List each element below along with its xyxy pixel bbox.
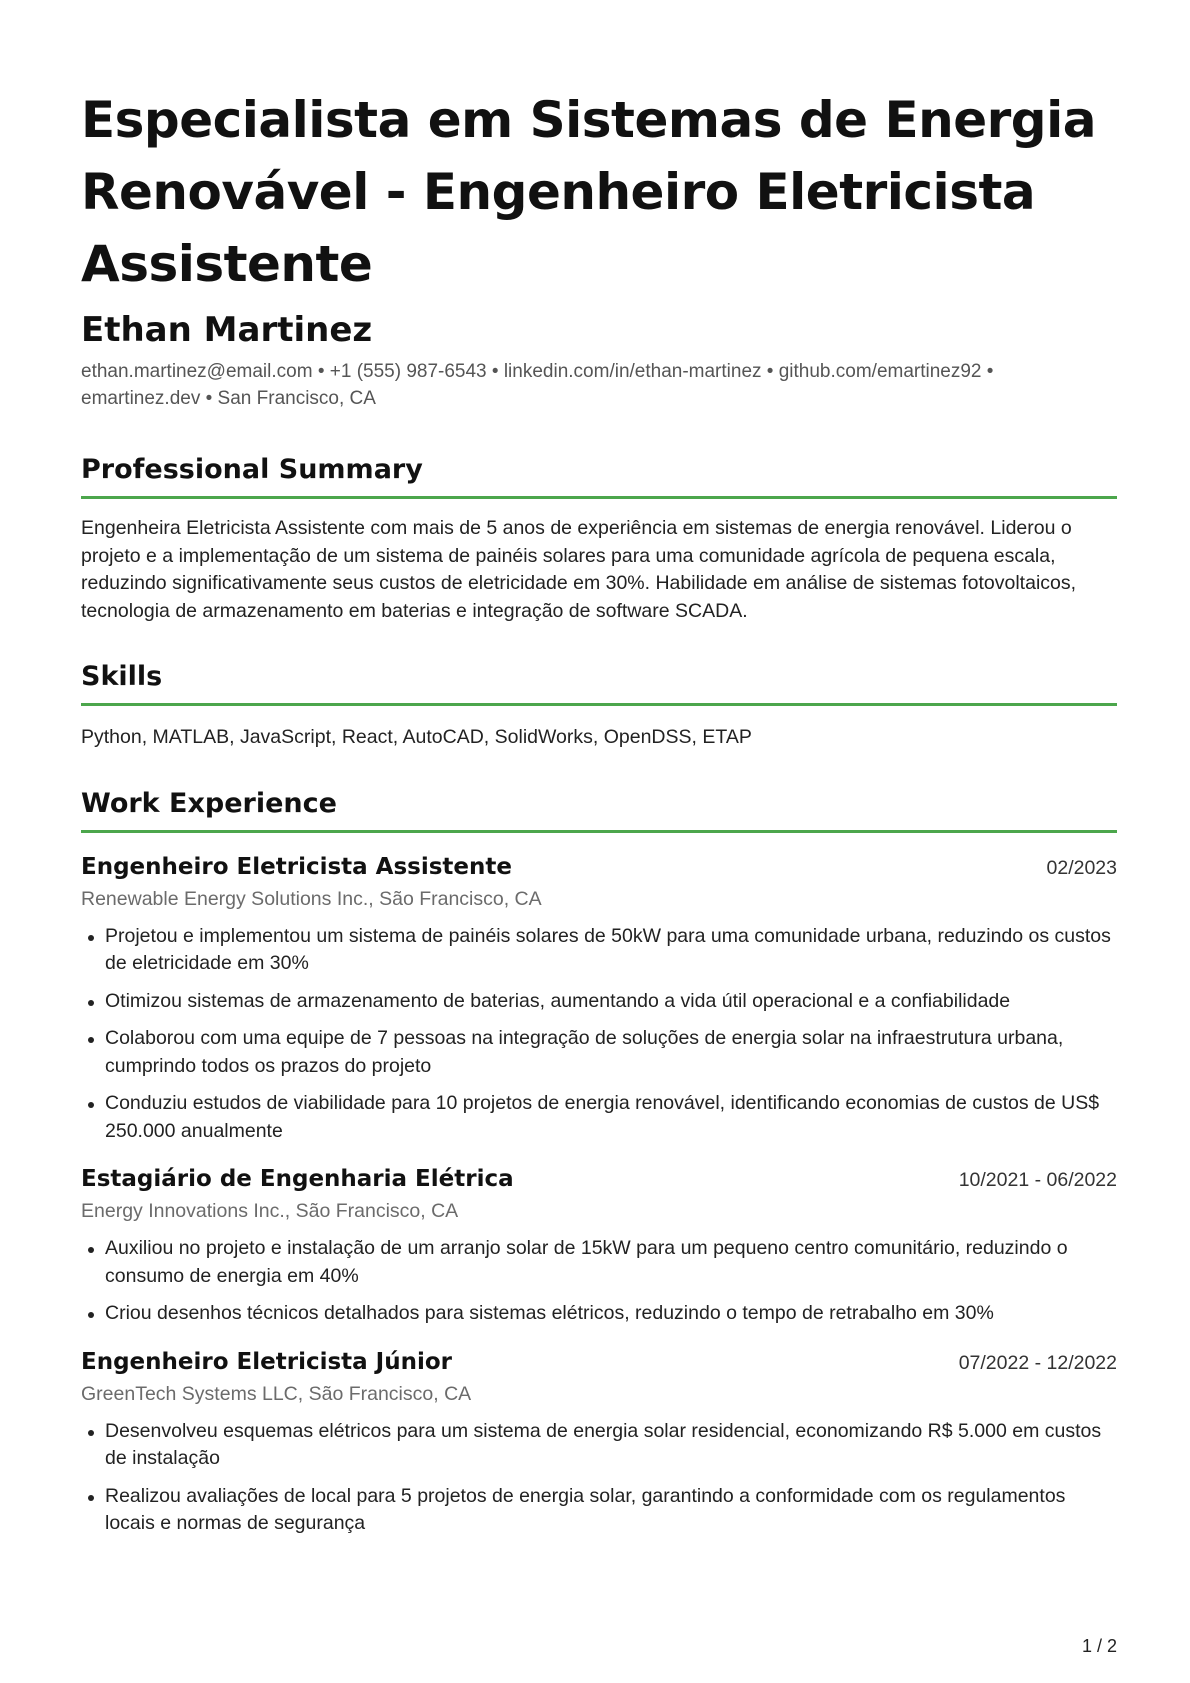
list-item: Colaborou com uma equipe de 7 pessoas na integração de soluções de energia solar na infraestrutura urbana, cumprindo todos os prazos do projeto — [81, 1025, 1117, 1080]
resume-page — [81, 0, 1117, 1548]
list-item: Desenvolveu esquemas elétricos para um sistema de energia solar residencial, economizando R$ 5.000 em custos de instalação — [81, 1418, 1117, 1473]
job-title: Estagiário de Engenharia Elétrica — [81, 1166, 514, 1192]
list-item: Conduziu estudos de viabilidade para 10 projetos de energia renovável, identificando economias de custos de US$ 250.000 anualmente — [81, 1090, 1117, 1145]
skills-section — [81, 659, 1117, 752]
candidate-name: Ethan Martinez — [81, 310, 373, 350]
job-bullets — [81, 1235, 1117, 1328]
job-bullets — [81, 1418, 1117, 1538]
list-item: Otimizou sistemas de armazenamento de baterias, aumentando a vida útil operacional e a confiabilidade — [81, 988, 1117, 1016]
job-entry — [81, 851, 1117, 1146]
job-company: GreenTech Systems LLC, São Francisco, CA — [81, 1382, 472, 1405]
list-item: Auxiliou no projeto e instalação de um arranjo solar de 15kW para um pequeno centro comunitário, reduzindo o consumo de energia em 40% — [81, 1235, 1117, 1290]
job-date: 02/2023 — [1046, 856, 1117, 879]
summary-text: Engenheira Eletricista Assistente com mais de 5 anos de experiência em sistemas de energia renovável. Liderou o projeto e a implementação de um sistema de painéis solares para uma comunidade agrícola de pequena escala, reduzindo significativamente seus custos de eletricidade em 30%. Habilidade em análise de sistemas fotovoltaicos, tecnologia de armazenamento em baterias e integração de software SCADA. — [81, 517, 1077, 622]
job-company: Energy Innovations Inc., São Francisco, CA — [81, 1200, 459, 1222]
job-title: Engenheiro Eletricista Assistente — [81, 853, 512, 880]
job-entry — [81, 1346, 1117, 1538]
job-date: 07/2022 - 12/2022 — [958, 1351, 1117, 1374]
list-item: Realizou avaliações de local para 5 projetos de energia solar, garantindo a conformidade com os regulamentos locais e normas de segurança — [81, 1483, 1117, 1538]
resume-title: Especialista em Sistemas de Energia Renovável - Engenheiro Eletricista Assistente — [81, 91, 1096, 293]
page-number: 1 / 2 — [1081, 1636, 1117, 1656]
skills-text: Python, MATLAB, JavaScript, React, AutoCAD, SolidWorks, OpenDSS, ETAP — [81, 726, 752, 748]
job-company: Renewable Energy Solutions Inc., São Francisco, CA — [81, 887, 542, 910]
summary-heading: Professional Summary — [81, 452, 1117, 499]
list-item: Criou desenhos técnicos detalhados para sistemas elétricos, reduzindo o tempo de retrabalho em 30% — [81, 1300, 1117, 1328]
skills-heading: Skills — [81, 659, 1117, 706]
contact-info: ethan.martinez@email.com • +1 (555) 987-6543 • linkedin.com/in/ethan-martinez • github.com/emartinez92 • emartinez.dev • San Francisco, CA — [81, 361, 994, 409]
job-date: 10/2021 - 06/2022 — [958, 1169, 1117, 1191]
job-entry — [81, 1163, 1117, 1328]
work-heading: Work Experience — [81, 786, 1117, 833]
work-section — [81, 786, 1117, 1538]
job-title: Engenheiro Eletricista Júnior — [81, 1348, 453, 1375]
list-item: Projetou e implementou um sistema de painéis solares de 50kW para uma comunidade urbana, reduzindo os custos de eletricidade em 30% — [81, 923, 1117, 978]
job-bullets — [81, 923, 1117, 1146]
summary-section — [81, 452, 1117, 625]
